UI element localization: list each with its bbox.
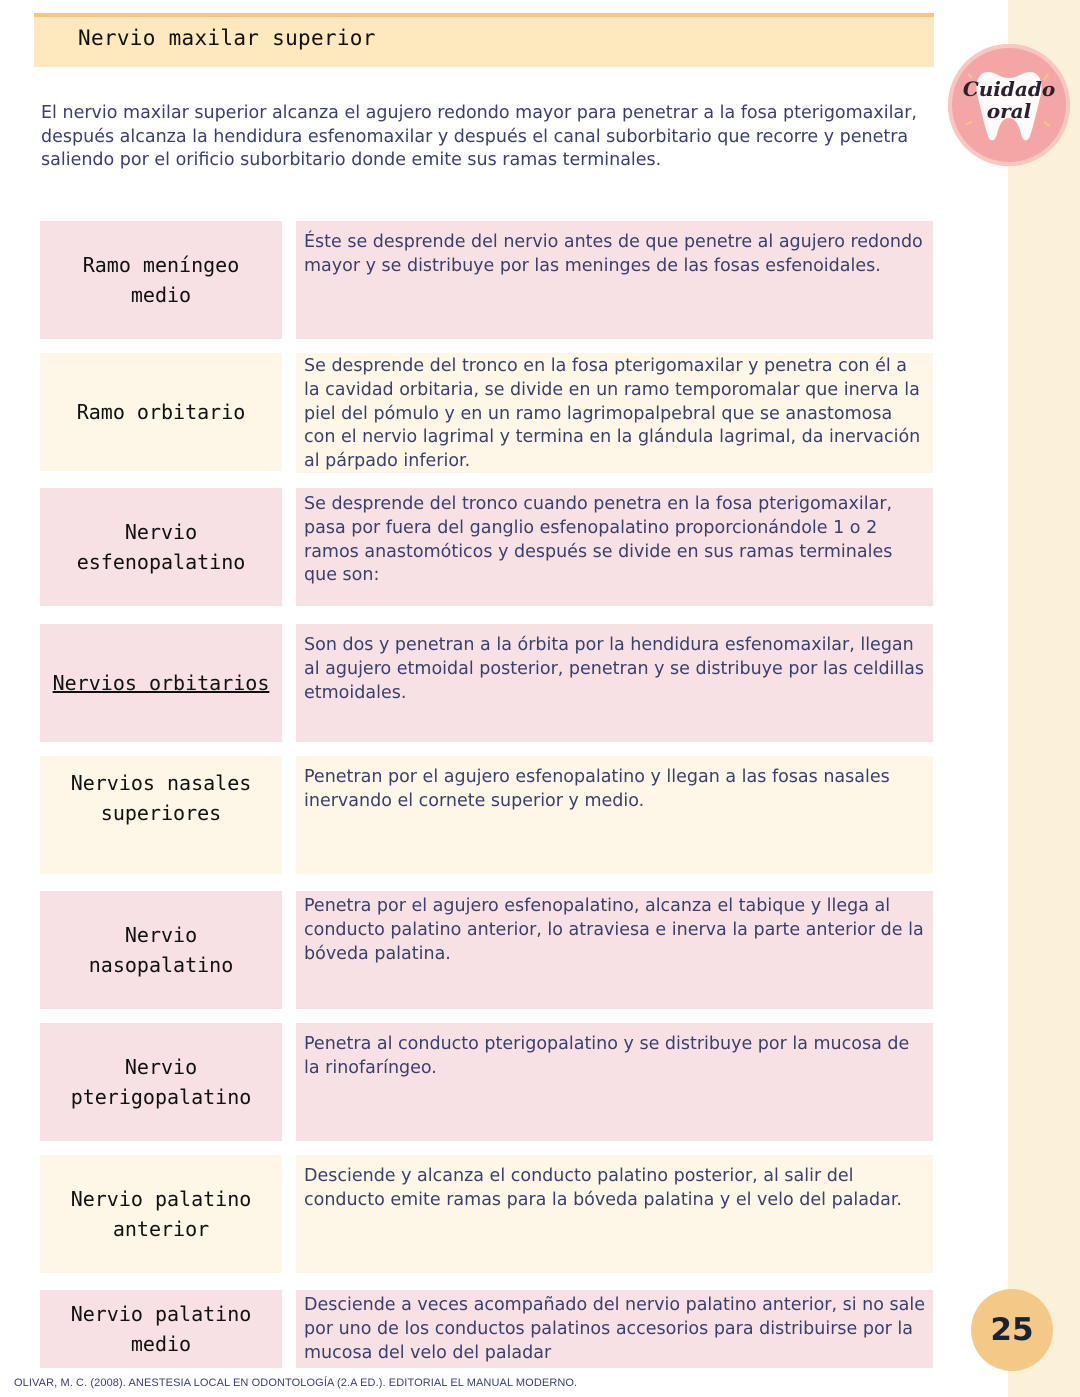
row-label: Nervios nasales superiores	[40, 756, 282, 874]
row-description: Se desprende del tronco cuando penetra en la fosa pterigomaxilar, pasa por fuera del ganglio esfenopalatino proporcionándole 1 o 2 ramos anastomóticos y después se divide en sus ramas terminales que son:	[296, 488, 933, 606]
row-description: Desciende a veces acompañado del nervio palatino anterior, si no sale por uno de los conductos palatinos accesorios para distribuirse por la mucosa del velo del paladar	[296, 1290, 933, 1368]
page-number: 25	[971, 1289, 1053, 1371]
row-label: Ramo orbitario	[40, 353, 282, 471]
row-description: Desciende y alcanza el conducto palatino posterior, al salir del conducto emite ramas para la bóveda palatina y el velo del paladar.	[296, 1155, 933, 1273]
logo-text-line2: oral	[986, 99, 1032, 123]
row-description: Éste se desprende del nervio antes de que penetre al agujero redondo mayor y se distribuye por las meninges de las fosas esfenoidales.	[296, 221, 933, 339]
row-description: Penetra al conducto pterigopalatino y se distribuye por la mucosa de la rinofaríngeo.	[296, 1023, 933, 1141]
row-description: Son dos y penetran a la órbita por la hendidura esfenomaxilar, llegan al agujero etmoidal posterior, penetran y se distribuye por las celdillas etmoidales.	[296, 624, 933, 742]
section-title: Nervio maxilar superior	[78, 26, 376, 50]
cuidado-oral-logo	[948, 44, 1070, 166]
row-label: Nervio pterigopalatino	[40, 1023, 282, 1141]
row-label: Ramo meníngeo medio	[40, 221, 282, 339]
section-header	[34, 13, 934, 67]
intro-paragraph: El nervio maxilar superior alcanza el agujero redondo mayor para penetrar a la fosa pterigomaxilar, después alcanza la hendidura esfenomaxilar y después el canal suborbitario que recorre y penetra saliendo por el orificio suborbitario donde emite sus ramas terminales.	[41, 103, 917, 171]
logo-text-line1: Cuidado	[962, 77, 1056, 101]
row-description: Se desprende del tronco en la fosa pterigomaxilar y penetra con él a la cavidad orbitaria, se divide en un ramo temporomalar que inerva la piel del pómulo y en un ramo lagrimopalpebral que se anastomosa con el nervio lagrimal y termina en la glándula lagrimal, da inervación al párpado inferior.	[296, 353, 933, 473]
row-label: Nervio palatino medio	[40, 1290, 282, 1368]
row-label: Nervio palatino anterior	[40, 1155, 282, 1273]
row-description: Penetra por el agujero esfenopalatino, alcanza el tabique y llega al conducto palatino anterior, lo atraviesa e inerva la parte anterior de la bóveda palatina.	[296, 891, 933, 1009]
row-description: Penetran por el agujero esfenopalatino y llegan a las fosas nasales inervando el cornete superior y medio.	[296, 756, 933, 874]
row-label: Nervios orbitarios	[40, 624, 282, 742]
citation: OLIVAR, M. C. (2008). ANESTESIA LOCAL EN ODONTOLOGÍA (2.A ED.). EDITORIAL EL MANUAL MODERNO.	[14, 1377, 578, 1389]
side-strip	[1008, 0, 1080, 1397]
row-label: Nervio esfenopalatino	[40, 488, 282, 606]
row-label: Nervio nasopalatino	[40, 891, 282, 1009]
